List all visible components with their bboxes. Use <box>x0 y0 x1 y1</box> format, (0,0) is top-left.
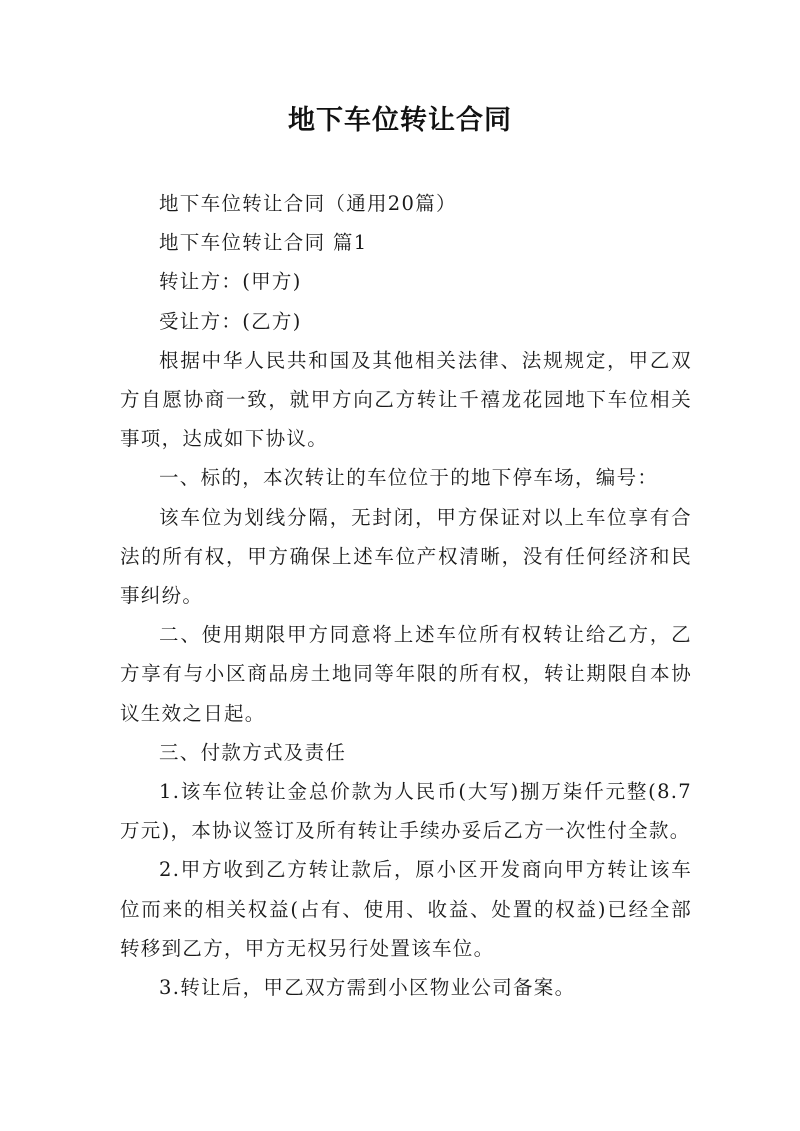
paragraph-heading-part-1: 地下车位转让合同 篇1 <box>159 231 368 255</box>
paragraph-clause-3-item-2: 2.甲方收到乙方转让款后，原小区开发商向甲方转让该车位而来的相关权益(占有、使用、收益、处置的权益)已经全部转移到乙方，甲方无权另行处置该车位。 <box>120 858 692 960</box>
paragraph-clause-3-item-1: 1.该车位转让金总价款为人民币(大写)捌万柒仟元整(8.7万元)，本协议签订及所有转让手续办妥后乙方一次性付全款。 <box>120 780 692 843</box>
paragraph-transferee: 受让方：(乙方) <box>159 309 302 333</box>
paragraph-clause-2-term: 二、使用期限甲方同意将上述车位所有权转让给乙方，乙方享有与小区商品房土地同等年限的所有权，转让期限自本协议生效之日起。 <box>120 623 692 725</box>
document-title: 地下车位转让合同 <box>288 105 512 136</box>
paragraph-transferor: 转让方：(甲方) <box>159 270 302 294</box>
paragraph-heading-collection: 地下车位转让合同（通用20篇） <box>159 192 457 215</box>
paragraph-clause-1-subject: 一、标的，本次转让的车位位于的地下停车场，编号： <box>159 466 659 490</box>
paragraph-preamble: 根据中华人民共和国及其他相关法律、法规规定，甲乙双方自愿协商一致，就甲方向乙方转让千禧龙花园地下车位相关事项，达成如下协议。 <box>120 348 692 451</box>
paragraph-clause-1-detail: 该车位为划线分隔，无封闭，甲方保证对以上车位享有合法的所有权，甲方确保上述车位产权清晰，没有任何经济和民事纠纷。 <box>120 505 692 608</box>
paragraph-clause-3-heading: 三、付款方式及责任 <box>159 740 347 764</box>
paragraph-clause-3-item-3: 3.转让后，甲乙双方需到小区物业公司备案。 <box>159 976 576 1000</box>
document-body <box>120 184 692 1007</box>
